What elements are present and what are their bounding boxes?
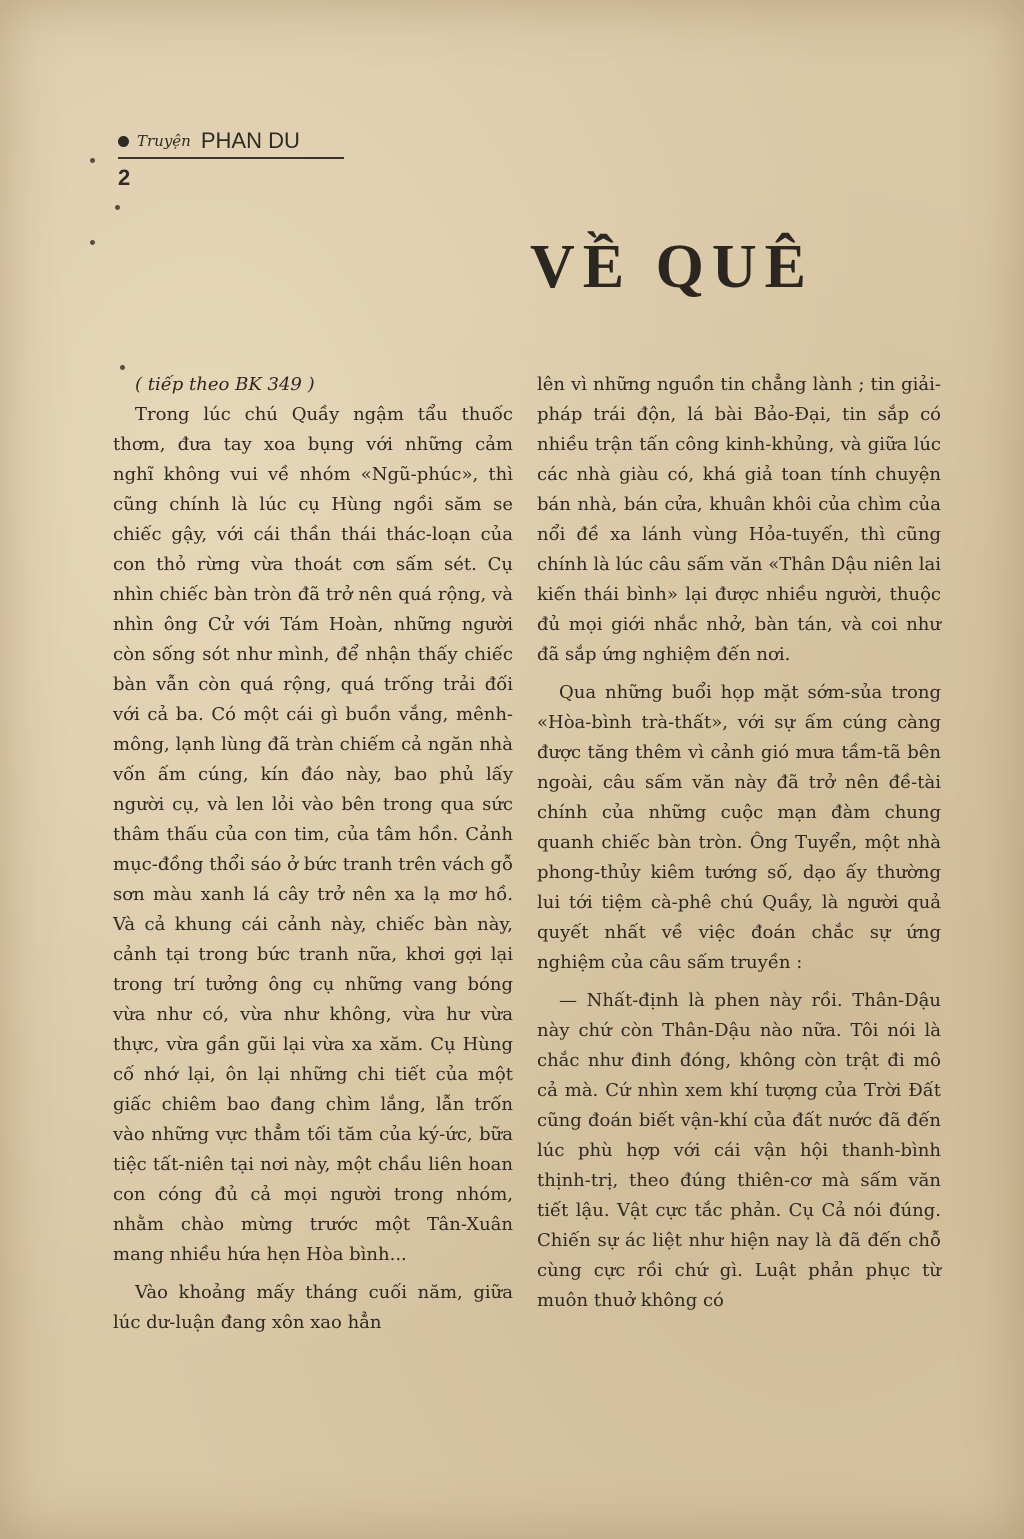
- right-column: [537, 370, 941, 1324]
- continued-note: ( tiếp theo BK 349 ): [135, 374, 315, 395]
- margin-speck: [120, 365, 125, 370]
- margin-speck: [115, 205, 120, 210]
- story-title: VỀ QUÊ: [530, 233, 814, 301]
- story-header: [118, 128, 344, 191]
- paragraph: Vào khoảng mấy tháng cuối năm, giữa lúc dư-luận đang xôn xao hẳn: [113, 1282, 513, 1333]
- paragraph: Trong lúc chú Quầy ngậm tẩu thuốc thơm, đưa tay xoa bụng với những cảm nghĩ không vui về nhóm «Ngũ-phúc», thì cũng chính là lúc cụ Hùng ngồi săm se chiếc gậy, với cái thần thái thác-loạn của con thỏ rừng vừa thoát cơn sấm sét. Cụ nhìn chiếc bàn tròn đã trở nên quá rộng, và nhìn ông Cử với Tám Hoàn, những người còn sống sót như mình, để nhận thấy chiếc bàn vẫn còn quá rộng, quá trống trải đối với cả ba. Có một cái gì buồn vắng, mênh-mông, lạnh lùng đã tràn chiếm cả ngăn nhà vốn ấm cúng, kín đáo này, bao phủ lấy người cụ, và len lỏi vào bên trong qua sức thâm thấu của con tim, của tâm hồn. Cảnh mục-đồng thổi sáo ở bức tranh trên vách gỗ sơn màu xanh lá cây trở nên xa lạ mơ hồ. Và cả khung cái cảnh này, chiếc bàn này, cảnh tại trong bức tranh nữa, khơi gợi lại trong trí tưởng ông cụ những vang bóng vừa như có, vừa như không, vừa hư vừa thực, vừa gần gũi lại vừa xa xăm. Cụ Hùng cố nhớ lại, ôn lại những chi tiết của một giấc chiêm bao đang chìm lắng, lẫn trốn vào những vực thẳm tối tăm của ký-ức, bữa tiệc tất-niên tại nơi này, một chầu liên hoan con cóng đủ cả mọi người trong nhóm, nhằm chào mừng trước một Tân-Xuân mang nhiều hứa hẹn Hòa bình...: [113, 404, 513, 1265]
- author-name: PHAN DU: [200, 128, 300, 153]
- paragraph: lên vì những nguồn tin chẳng lành ; tin giải-pháp trái độn, lá bài Bảo-Đại, tin sắp có nhiều trận tấn công kinh-khủng, và giữa lúc các nhà giàu có, khá giả toan tính chuyện bán nhà, bán cửa, khuân khôi của chìm của nổi đề xa lánh vùng Hỏa-tuyến, thì cũng chính là lúc câu sấm văn «Thân Dậu niên lai kiến thái bình» lại được nhiều người, thuộc đủ mọi giới nhắc nhở, bàn tán, và coi như đã sắp ứng nghiệm đến nơi.: [537, 374, 941, 665]
- installment-number: 2: [118, 165, 131, 190]
- paragraph: — Nhất-định là phen này rồi. Thân-Dậu này chứ còn Thân-Dậu nào nữa. Tôi nói là chắc như đinh đóng, không còn trật đi mô cả mà. Cứ nhìn xem khí tượng của Trời Đất cũng đoán biết vận-khí của đất nước đã đến lúc phù hợp với cái vận hội thanh-bình thịnh-trị, theo đúng thiên-cơ mà sấm văn tiết lậu. Vật cực tắc phản. Cụ Cả nói đúng. Chiến sự ác liệt như hiện nay là đã đến chỗ cùng cực rồi chứ gì. Luật phản phục từ muôn thuở không có: [537, 990, 941, 1311]
- bullet-icon: [118, 136, 129, 147]
- margin-speck: [90, 240, 95, 245]
- paragraph: Qua những buổi họp mặt sớm-sủa trong «Hòa-bình trà-thất», với sự ấm cúng càng được tăng thêm vì cảnh gió mưa tầm-tã bên ngoài, câu sấm văn này đã trở nên đề-tài chính của những cuộc mạn đàm chung quanh chiếc bàn tròn. Ông Tuyển, một nhà phong-thủy kiêm tướng số, dạo ấy thường lui tới tiệm cà-phê chú Quầy, là người quả quyết nhất về việc đoán chắc sự ứng nghiệm của câu sấm truyền :: [537, 682, 941, 973]
- author-line: [118, 128, 344, 159]
- story-prefix: Truyện: [137, 132, 191, 150]
- margin-speck: [90, 158, 95, 163]
- left-column: [113, 370, 513, 1346]
